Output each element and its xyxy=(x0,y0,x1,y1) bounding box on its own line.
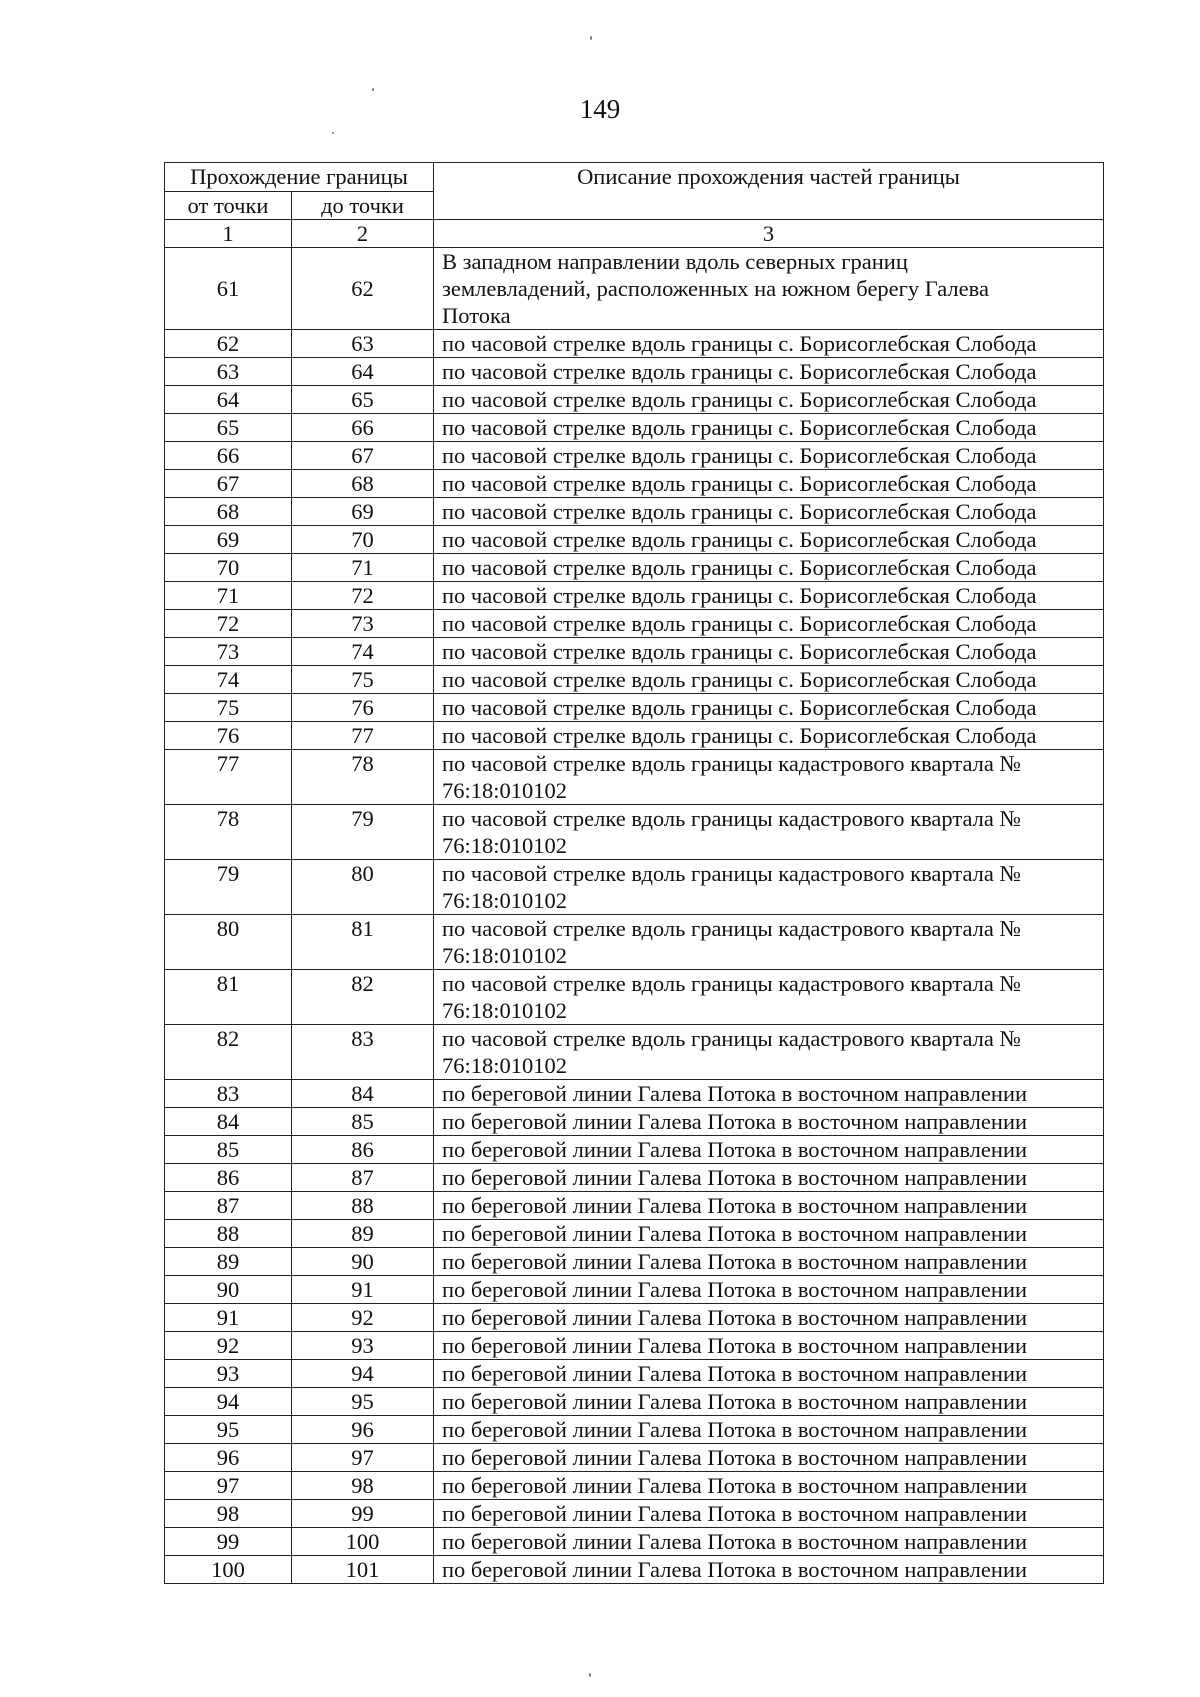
from-point-cell: 90 xyxy=(165,1276,292,1304)
to-point-cell: 76 xyxy=(292,694,434,722)
to-point-cell: 71 xyxy=(292,554,434,582)
table-row xyxy=(165,1528,1104,1556)
to-point-cell: 62 xyxy=(292,248,434,330)
description-cell: по береговой линии Галева Потока в восточном направлении xyxy=(434,1248,1104,1276)
from-point-cell: 91 xyxy=(165,1304,292,1332)
header-col-number-1: 1 xyxy=(165,220,292,248)
from-point-cell: 96 xyxy=(165,1444,292,1472)
from-point-cell: 64 xyxy=(165,386,292,414)
from-point-cell: 66 xyxy=(165,442,292,470)
description-cell: по береговой линии Галева Потока в восточном направлении xyxy=(434,1556,1104,1584)
description-cell: по береговой линии Галева Потока в восточном направлении xyxy=(434,1388,1104,1416)
to-point-cell: 87 xyxy=(292,1164,434,1192)
from-point-cell: 97 xyxy=(165,1472,292,1500)
page-number: 149 xyxy=(579,94,621,124)
from-point-cell: 86 xyxy=(165,1164,292,1192)
from-point-cell: 81 xyxy=(165,970,292,1025)
description-cell: по береговой линии Галева Потока в восточном направлении xyxy=(434,1500,1104,1528)
to-point-cell: 72 xyxy=(292,582,434,610)
description-cell: по часовой стрелке вдоль границы кадастрового квартала № 76:18:010102 xyxy=(434,750,1104,805)
to-point-cell: 100 xyxy=(292,1528,434,1556)
table-row xyxy=(165,915,1104,970)
from-point-cell: 85 xyxy=(165,1136,292,1164)
table-row xyxy=(165,358,1104,386)
table-row xyxy=(165,330,1104,358)
from-point-cell: 69 xyxy=(165,526,292,554)
table-row xyxy=(165,554,1104,582)
from-point-cell: 100 xyxy=(165,1556,292,1584)
from-point-cell: 84 xyxy=(165,1108,292,1136)
to-point-cell: 101 xyxy=(292,1556,434,1584)
description-cell: по часовой стрелке вдоль границы с. Борисоглебская Слобода xyxy=(434,694,1104,722)
header-from-point: от точки xyxy=(165,192,292,220)
description-cell: по часовой стрелке вдоль границы с. Борисоглебская Слобода xyxy=(434,330,1104,358)
description-cell: по часовой стрелке вдоль границы с. Борисоглебская Слобода xyxy=(434,722,1104,750)
description-cell: по береговой линии Галева Потока в восточном направлении xyxy=(434,1220,1104,1248)
table-row xyxy=(165,248,1104,330)
to-point-cell: 64 xyxy=(292,358,434,386)
description-cell: по береговой линии Галева Потока в восточном направлении xyxy=(434,1276,1104,1304)
from-point-cell: 79 xyxy=(165,860,292,915)
from-point-cell: 65 xyxy=(165,414,292,442)
from-point-cell: 73 xyxy=(165,638,292,666)
from-point-cell: 74 xyxy=(165,666,292,694)
description-cell: по часовой стрелке вдоль границы с. Борисоглебская Слобода xyxy=(434,526,1104,554)
from-point-cell: 71 xyxy=(165,582,292,610)
from-point-cell: 63 xyxy=(165,358,292,386)
description-cell: по береговой линии Галева Потока в восточном направлении xyxy=(434,1192,1104,1220)
table-row xyxy=(165,1192,1104,1220)
table-row xyxy=(165,1108,1104,1136)
header-row xyxy=(165,163,1104,192)
table-row xyxy=(165,1332,1104,1360)
description-cell: по береговой линии Галева Потока в восточном направлении xyxy=(434,1472,1104,1500)
from-point-cell: 77 xyxy=(165,750,292,805)
from-point-cell: 80 xyxy=(165,915,292,970)
description-cell: по часовой стрелке вдоль границы с. Борисоглебская Слобода xyxy=(434,610,1104,638)
from-point-cell: 89 xyxy=(165,1248,292,1276)
description-cell: по часовой стрелке вдоль границы кадастрового квартала № 76:18:010102 xyxy=(434,860,1104,915)
to-point-cell: 69 xyxy=(292,498,434,526)
description-cell: по часовой стрелке вдоль границы с. Борисоглебская Слобода xyxy=(434,358,1104,386)
description-cell: по часовой стрелке вдоль границы кадастрового квартала № 76:18:010102 xyxy=(434,1025,1104,1080)
table-header xyxy=(165,163,1104,248)
description-cell: по береговой линии Галева Потока в восточном направлении xyxy=(434,1304,1104,1332)
from-point-cell: 62 xyxy=(165,330,292,358)
to-point-cell: 66 xyxy=(292,414,434,442)
to-point-cell: 83 xyxy=(292,1025,434,1080)
header-boundary-passage: Прохождение границы xyxy=(165,163,434,192)
to-point-cell: 80 xyxy=(292,860,434,915)
description-cell: по часовой стрелке вдоль границы с. Борисоглебская Слобода xyxy=(434,442,1104,470)
header-number-row xyxy=(165,220,1104,248)
from-point-cell: 72 xyxy=(165,610,292,638)
from-point-cell: 92 xyxy=(165,1332,292,1360)
from-point-cell: 67 xyxy=(165,470,292,498)
table-row xyxy=(165,1025,1104,1080)
table-row xyxy=(165,1360,1104,1388)
description-cell: по часовой стрелке вдоль границы кадастрового квартала № 76:18:010102 xyxy=(434,805,1104,860)
description-cell: по часовой стрелке вдоль границы с. Борисоглебская Слобода xyxy=(434,582,1104,610)
to-point-cell: 86 xyxy=(292,1136,434,1164)
to-point-cell: 93 xyxy=(292,1332,434,1360)
description-cell: по часовой стрелке вдоль границы с. Борисоглебская Слобода xyxy=(434,554,1104,582)
description-cell: В западном направлении вдоль северных границ землевладений, расположенных на южном берегу Галева Потока xyxy=(434,248,1104,330)
to-point-cell: 67 xyxy=(292,442,434,470)
table-row xyxy=(165,414,1104,442)
description-cell: по береговой линии Галева Потока в восточном направлении xyxy=(434,1360,1104,1388)
to-point-cell: 82 xyxy=(292,970,434,1025)
to-point-cell: 88 xyxy=(292,1192,434,1220)
description-cell: по береговой линии Галева Потока в восточном направлении xyxy=(434,1164,1104,1192)
table-row xyxy=(165,1472,1104,1500)
table-row xyxy=(165,1248,1104,1276)
description-cell: по береговой линии Галева Потока в восточном направлении xyxy=(434,1416,1104,1444)
to-point-cell: 63 xyxy=(292,330,434,358)
from-point-cell: 88 xyxy=(165,1220,292,1248)
description-cell: по береговой линии Галева Потока в восточном направлении xyxy=(434,1528,1104,1556)
table-row xyxy=(165,722,1104,750)
header-col-number-3: 3 xyxy=(434,220,1104,248)
to-point-cell: 97 xyxy=(292,1444,434,1472)
from-point-cell: 87 xyxy=(165,1192,292,1220)
boundary-table xyxy=(164,162,1104,1584)
to-point-cell: 70 xyxy=(292,526,434,554)
table-row xyxy=(165,1304,1104,1332)
description-cell: по часовой стрелке вдоль границы с. Борисоглебская Слобода xyxy=(434,414,1104,442)
table-row xyxy=(165,1164,1104,1192)
from-point-cell: 68 xyxy=(165,498,292,526)
scan-speck xyxy=(589,1673,591,1677)
to-point-cell: 96 xyxy=(292,1416,434,1444)
to-point-cell: 90 xyxy=(292,1248,434,1276)
from-point-cell: 83 xyxy=(165,1080,292,1108)
table-row xyxy=(165,805,1104,860)
to-point-cell: 91 xyxy=(292,1276,434,1304)
to-point-cell: 74 xyxy=(292,638,434,666)
scan-speck xyxy=(590,36,592,40)
to-point-cell: 75 xyxy=(292,666,434,694)
to-point-cell: 89 xyxy=(292,1220,434,1248)
description-cell: по береговой линии Галева Потока в восточном направлении xyxy=(434,1136,1104,1164)
table-row xyxy=(165,582,1104,610)
header-col-number-2: 2 xyxy=(292,220,434,248)
to-point-cell: 81 xyxy=(292,915,434,970)
table-row xyxy=(165,526,1104,554)
from-point-cell: 61 xyxy=(165,248,292,330)
to-point-cell: 73 xyxy=(292,610,434,638)
from-point-cell: 93 xyxy=(165,1360,292,1388)
from-point-cell: 75 xyxy=(165,694,292,722)
description-cell: по береговой линии Галева Потока в восточном направлении xyxy=(434,1108,1104,1136)
to-point-cell: 84 xyxy=(292,1080,434,1108)
to-point-cell: 85 xyxy=(292,1108,434,1136)
table-row xyxy=(165,1136,1104,1164)
table-row xyxy=(165,1416,1104,1444)
to-point-cell: 92 xyxy=(292,1304,434,1332)
description-cell: по часовой стрелке вдоль границы с. Борисоглебская Слобода xyxy=(434,666,1104,694)
table-row xyxy=(165,1080,1104,1108)
header-description: Описание прохождения частей границы xyxy=(434,163,1104,220)
to-point-cell: 78 xyxy=(292,750,434,805)
description-cell: по часовой стрелке вдоль границы с. Борисоглебская Слобода xyxy=(434,498,1104,526)
table-row xyxy=(165,610,1104,638)
table-row xyxy=(165,1388,1104,1416)
table-row xyxy=(165,638,1104,666)
from-point-cell: 78 xyxy=(165,805,292,860)
table-body xyxy=(165,248,1104,1584)
table-row xyxy=(165,1556,1104,1584)
description-cell: по часовой стрелке вдоль границы кадастрового квартала № 76:18:010102 xyxy=(434,970,1104,1025)
description-cell: по береговой линии Галева Потока в восточном направлении xyxy=(434,1080,1104,1108)
table-row xyxy=(165,1444,1104,1472)
table-row xyxy=(165,750,1104,805)
from-point-cell: 98 xyxy=(165,1500,292,1528)
description-cell: по часовой стрелке вдоль границы с. Борисоглебская Слобода xyxy=(434,638,1104,666)
description-cell: по часовой стрелке вдоль границы кадастрового квартала № 76:18:010102 xyxy=(434,915,1104,970)
description-cell: по часовой стрелке вдоль границы с. Борисоглебская Слобода xyxy=(434,470,1104,498)
table-row xyxy=(165,1220,1104,1248)
table-row xyxy=(165,666,1104,694)
table-row xyxy=(165,470,1104,498)
to-point-cell: 68 xyxy=(292,470,434,498)
scan-speck xyxy=(332,132,334,134)
table-row xyxy=(165,860,1104,915)
from-point-cell: 94 xyxy=(165,1388,292,1416)
from-point-cell: 95 xyxy=(165,1416,292,1444)
header-to-point: до точки xyxy=(292,192,434,220)
from-point-cell: 76 xyxy=(165,722,292,750)
description-cell: по береговой линии Галева Потока в восточном направлении xyxy=(434,1444,1104,1472)
to-point-cell: 95 xyxy=(292,1388,434,1416)
table-row xyxy=(165,1500,1104,1528)
table-row xyxy=(165,694,1104,722)
to-point-cell: 77 xyxy=(292,722,434,750)
from-point-cell: 99 xyxy=(165,1528,292,1556)
to-point-cell: 65 xyxy=(292,386,434,414)
from-point-cell: 82 xyxy=(165,1025,292,1080)
table-row xyxy=(165,442,1104,470)
to-point-cell: 79 xyxy=(292,805,434,860)
to-point-cell: 98 xyxy=(292,1472,434,1500)
table-row xyxy=(165,1276,1104,1304)
table-row xyxy=(165,386,1104,414)
scan-speck xyxy=(372,88,374,91)
to-point-cell: 94 xyxy=(292,1360,434,1388)
description-cell: по часовой стрелке вдоль границы с. Борисоглебская Слобода xyxy=(434,386,1104,414)
from-point-cell: 70 xyxy=(165,554,292,582)
to-point-cell: 99 xyxy=(292,1500,434,1528)
table-row xyxy=(165,970,1104,1025)
table-row xyxy=(165,498,1104,526)
description-cell: по береговой линии Галева Потока в восточном направлении xyxy=(434,1332,1104,1360)
